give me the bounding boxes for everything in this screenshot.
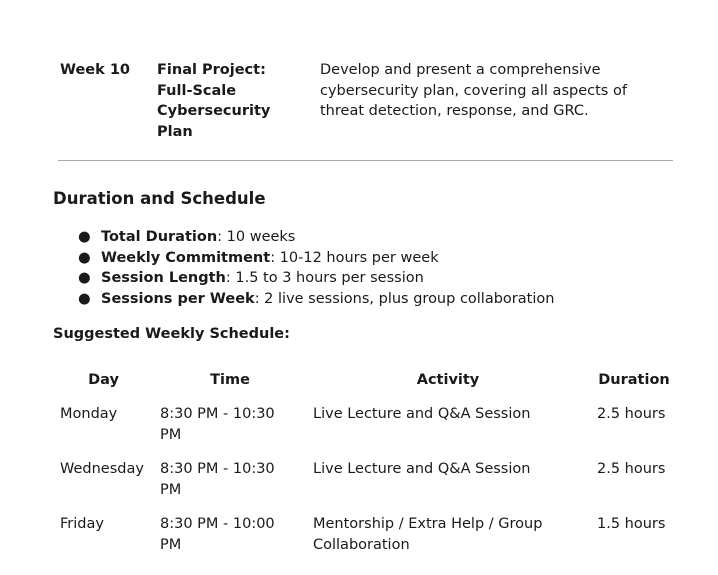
cell-time — [160, 514, 295, 555]
item-label: Session Length — [101, 270, 226, 286]
cell-time — [160, 459, 295, 500]
week-title-line: Full-Scale — [157, 82, 237, 99]
week-description-line: threat detection, response, and GRC. — [320, 103, 589, 119]
list-item — [53, 248, 554, 269]
duration-summary-list — [53, 227, 554, 309]
column-header-duration: Duration — [598, 372, 670, 388]
item-value: : 10 weeks — [217, 229, 296, 245]
bullet-icon: ● — [78, 270, 91, 286]
item-value: : 2 live sessions, plus group collaboration — [254, 290, 555, 307]
section-heading-duration: Duration and Schedule — [53, 189, 266, 208]
cell-activity-line: Live Lecture and Q&A Session — [313, 461, 531, 477]
cell-activity — [313, 404, 573, 425]
list-item — [53, 227, 554, 248]
item-value: : 10-12 hours per week — [270, 249, 439, 266]
cell-activity-line: Live Lecture and Q&A Session — [313, 406, 531, 422]
item-label: Total Duration — [101, 229, 218, 245]
cell-time-line: 8:30 PM - 10:30 — [160, 461, 275, 477]
cell-time-line: PM — [160, 536, 182, 553]
cell-time — [160, 404, 295, 445]
cell-time-line: PM — [160, 481, 182, 498]
cell-time-line: PM — [160, 426, 182, 443]
cell-duration: 2.5 hours — [597, 461, 666, 477]
cell-activity-line: Collaboration — [313, 536, 410, 553]
bullet-icon: ● — [78, 249, 91, 266]
week-label: Week 10 — [60, 62, 131, 78]
week-description-line: Develop and present a comprehensive — [320, 62, 601, 78]
week-description — [320, 60, 660, 122]
week-title-line: Plan — [157, 123, 193, 140]
week-title — [157, 60, 297, 142]
item-value: : 1.5 to 3 hours per session — [225, 270, 424, 286]
week-description-line: cybersecurity plan, covering all aspects of — [320, 82, 627, 99]
column-header-activity: Activity — [416, 372, 480, 388]
week-title-line: Cybersecurity — [157, 103, 271, 119]
list-item — [53, 289, 554, 310]
horizontal-divider — [58, 160, 673, 161]
bullet-icon: ● — [78, 290, 91, 307]
cell-duration: 1.5 hours — [597, 516, 666, 532]
cell-day: Wednesday — [60, 461, 144, 477]
list-item — [53, 268, 554, 289]
cell-activity — [313, 514, 573, 555]
schedule-heading: Suggested Weekly Schedule: — [53, 326, 290, 342]
column-header-day: Day — [88, 372, 119, 388]
bullet-icon: ● — [78, 229, 91, 245]
cell-time-line: 8:30 PM - 10:00 — [160, 516, 275, 532]
item-label: Sessions per Week — [101, 290, 255, 307]
cell-duration: 2.5 hours — [597, 406, 666, 422]
cell-day: Monday — [60, 406, 118, 422]
column-header-time: Time — [210, 372, 250, 388]
cell-activity — [313, 459, 573, 480]
week-title-line: Final Project: — [157, 62, 266, 78]
item-label: Weekly Commitment — [101, 249, 271, 266]
cell-activity-line: Mentorship / Extra Help / Group — [313, 516, 543, 532]
cell-day: Friday — [60, 516, 104, 532]
cell-time-line: 8:30 PM - 10:30 — [160, 406, 275, 422]
